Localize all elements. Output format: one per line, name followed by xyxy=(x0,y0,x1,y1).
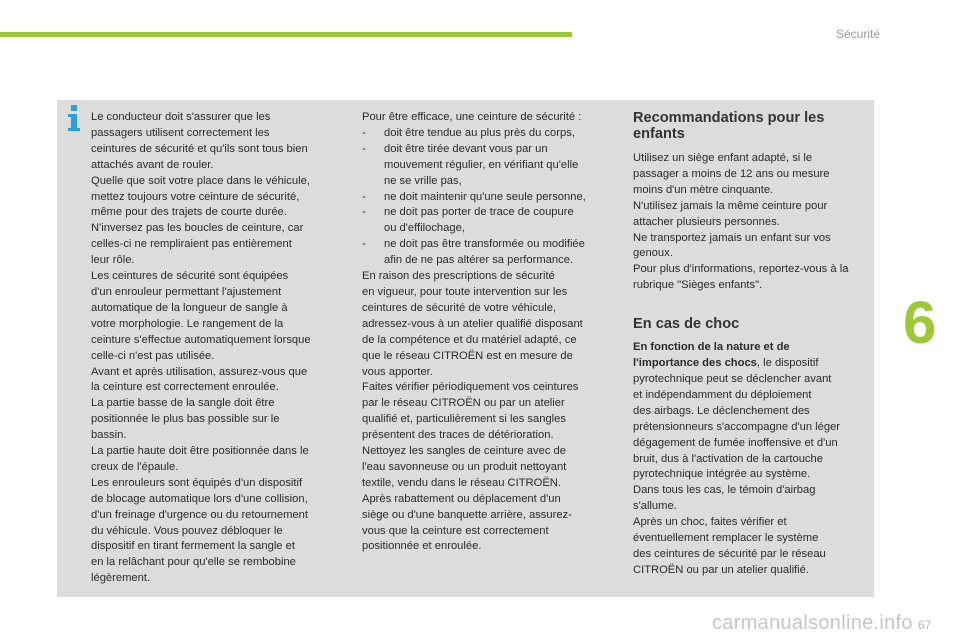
list-item-text: ne doit maintenir qu'une seule personne, xyxy=(384,190,586,203)
heading-child-recommendations xyxy=(633,110,873,142)
text-line: Dans tous les cas, le témoin d'airbag xyxy=(633,484,816,497)
text-line: légèrement. xyxy=(91,572,151,585)
list-dash: - xyxy=(362,126,366,139)
text-line: Pour plus d'informations, reportez-vous à la xyxy=(633,263,849,276)
text-line: des airbags. Le déclenchement des xyxy=(633,404,810,417)
text-line: moins d'un mètre cinquante. xyxy=(633,183,774,196)
list-item xyxy=(362,142,610,158)
text-line: Après un choc, faites vérifier et xyxy=(633,516,787,529)
text-line: en vigueur, pour toute intervention sur les xyxy=(362,285,568,298)
text-line: pyrotechnique intégrée au système. xyxy=(633,468,811,481)
text-line: En raison des prescriptions de sécurité xyxy=(362,270,555,283)
paragraph-collision xyxy=(633,372,873,579)
column-warning-text xyxy=(91,110,341,587)
text-line: ceintures de sécurité et qu'ils sont tous bien xyxy=(91,142,308,155)
text-line: de la compétence et du matériel adapté, ce xyxy=(362,333,577,346)
list-item xyxy=(362,237,610,253)
heading-line: enfants xyxy=(633,126,685,142)
text-line: dispositif en tirant fermement la sangle et xyxy=(91,540,295,553)
text-line: siège ou d'une banquette arrière, assurez- xyxy=(362,508,572,521)
bold-text: En fonction de la nature et de xyxy=(633,341,790,354)
text-line: passagers utilisent correctement les xyxy=(91,126,270,139)
text-line: creux de l'épaule. xyxy=(91,460,179,473)
text-line: la ceinture est correctement enroulée. xyxy=(91,381,279,394)
list-item-text: afin de ne pas altérer sa performance. xyxy=(384,254,574,267)
list-item-text: Pour être efficace, une ceinture de sécurité : xyxy=(362,111,582,123)
text-line: attachés avant de rouler. xyxy=(91,158,214,171)
list-dash xyxy=(362,221,384,237)
text-line: positionnée le plus bas possible sur le xyxy=(91,413,280,426)
list-dash: - xyxy=(362,142,366,155)
text-line: automatique de la longueur de sangle à xyxy=(91,301,288,314)
list-item xyxy=(362,174,610,190)
text-line: Après rabattement ou déplacement d'un xyxy=(362,492,561,505)
heading-collision: En cas de choc xyxy=(633,316,740,333)
list-item-text: doit être tendue au plus près du corps, xyxy=(384,126,575,139)
text-line: La partie haute doit être positionnée dans le xyxy=(91,445,309,458)
text-line: pyrotechnique peut se déclencher avant xyxy=(633,372,832,385)
text-line: Utilisez un siège enfant adapté, si le xyxy=(633,152,813,164)
text-line: ceinture s'effectue automatiquement lorsque xyxy=(91,333,311,346)
text-line: du véhicule. Vous pouvez débloquer le xyxy=(91,524,283,537)
text-line: CITROËN ou par un atelier qualifié. xyxy=(633,563,809,576)
list-dash: - xyxy=(362,190,366,203)
text-line: La partie basse de la sangle doit être xyxy=(91,397,275,410)
text-line: N'inversez pas les boucles de ceinture, car xyxy=(91,222,304,235)
list-item xyxy=(362,126,610,142)
text-line: textile, vendu dans le réseau CITROËN. xyxy=(362,476,561,489)
paragraph-collision-intro xyxy=(633,340,873,372)
list-item xyxy=(362,158,610,174)
text-line: , le dispositif xyxy=(756,357,819,370)
text-line: vous que la ceinture est correctement xyxy=(362,524,549,537)
text-line: rubrique "Sièges enfants". xyxy=(633,279,763,292)
text-line: ceintures de sécurité de votre véhicule, xyxy=(362,301,557,314)
text-line: genoux. xyxy=(633,247,673,260)
text-line: bruit, dus à l'activation de la cartouche xyxy=(633,452,823,465)
text-line: d'un freinage d'urgence ou du retournement xyxy=(91,508,308,521)
text-line: positionnée et enroulée. xyxy=(362,540,482,553)
column-efficacy-text xyxy=(362,110,610,555)
list-item xyxy=(362,110,610,126)
list-item-text: ou d'effilochage, xyxy=(384,222,465,235)
chapter-number: 6 xyxy=(903,289,937,356)
text-line: que le réseau CITROËN est en mesure de xyxy=(362,349,573,362)
text-line: d'un enrouleur permettant l'ajustement xyxy=(91,285,282,298)
text-line: et indépendamment du déploiement xyxy=(633,388,812,401)
text-line: votre morphologie. Le rangement de la xyxy=(91,317,284,330)
paragraph-child-recommendations xyxy=(633,151,873,294)
text-line: Les enrouleurs sont équipés d'un dispositif xyxy=(91,476,303,489)
list-dash: - xyxy=(362,206,366,219)
text-line: même pour des trajets de courte durée. xyxy=(91,206,287,219)
text-line: celle-ci n'est pas utilisée. xyxy=(91,349,215,362)
text-line: bassin. xyxy=(91,429,127,442)
text-line: présentent des traces de détérioration. xyxy=(362,429,554,442)
text-line: Nettoyez les sangles de ceinture avec de xyxy=(362,445,566,458)
text-line: prétensionneurs s'accompagne d'un léger xyxy=(633,420,841,433)
list-item xyxy=(362,205,610,221)
text-line: s'allume. xyxy=(633,500,677,513)
text-line: Les ceintures de sécurité sont équipées xyxy=(91,270,289,283)
list-item xyxy=(362,221,610,237)
list-item-text: doit être tirée devant vous par un xyxy=(384,142,548,155)
text-line: leur rôle. xyxy=(91,254,135,267)
text-line: Le conducteur doit s'assurer que les xyxy=(91,111,271,123)
top-accent-rule xyxy=(0,32,572,37)
list-dash xyxy=(362,253,384,269)
text-line: de blocage automatique lors d'une collision, xyxy=(91,492,308,505)
list-dash xyxy=(362,174,384,190)
list-item-text: ne doit pas porter de trace de coupure xyxy=(384,206,574,219)
list-item-text: ne se vrille pas, xyxy=(384,174,462,187)
watermark: carmanualsonline.info xyxy=(712,612,913,634)
section-title: Sécurité xyxy=(836,27,881,41)
text-line: Faites vérifier périodiquement vos ceintures xyxy=(362,381,579,394)
list-dash xyxy=(362,158,384,174)
info-icon xyxy=(67,105,81,131)
text-line: passager a moins de 12 ans ou mesure xyxy=(633,167,830,180)
column-recommendations xyxy=(633,110,873,579)
list-item-text: ne doit pas être transformée ou modifiée xyxy=(384,238,585,251)
text-line: adressez-vous à un atelier qualifié disposant xyxy=(362,317,583,330)
text-line: vous apporter. xyxy=(362,365,433,378)
text-line: l'eau savonneuse ou un produit nettoyant xyxy=(362,460,567,473)
text-line: dégagement de fumée inoffensive et d'un xyxy=(633,436,838,449)
text-line: par le réseau CITROËN ou par un atelier xyxy=(362,397,565,410)
list-dash: - xyxy=(362,238,366,251)
text-line: mettez toujours votre ceinture de sécurité, xyxy=(91,190,300,203)
list-item xyxy=(362,190,610,206)
text-line: en la relâchant pour qu'elle se rembobine xyxy=(91,556,296,569)
text-line: attacher plusieurs personnes. xyxy=(633,215,780,228)
text-line: Ne transportez jamais un enfant sur vos xyxy=(633,231,831,244)
list-item-text: mouvement régulier, en vérifiant qu'elle xyxy=(384,158,579,171)
text-line: N'utilisez jamais la même ceinture pour xyxy=(633,199,828,212)
text-line: Quelle que soit votre place dans le véhicule, xyxy=(91,174,310,187)
page-number: 67 xyxy=(918,618,932,632)
text-line: éventuellement remplacer le système xyxy=(633,532,819,545)
text-line: Avant et après utilisation, assurez-vous que xyxy=(91,365,308,378)
text-line: celles-ci ne rempliraient pas entièrement xyxy=(91,238,292,251)
text-line: des ceintures de sécurité par le réseau xyxy=(633,547,826,560)
heading-line: Recommandations pour les xyxy=(633,110,825,126)
bold-text: l'importance des chocs xyxy=(633,357,757,370)
text-line: qualifié et, particulièrement si les sangles xyxy=(362,413,566,426)
list-item xyxy=(362,253,610,269)
